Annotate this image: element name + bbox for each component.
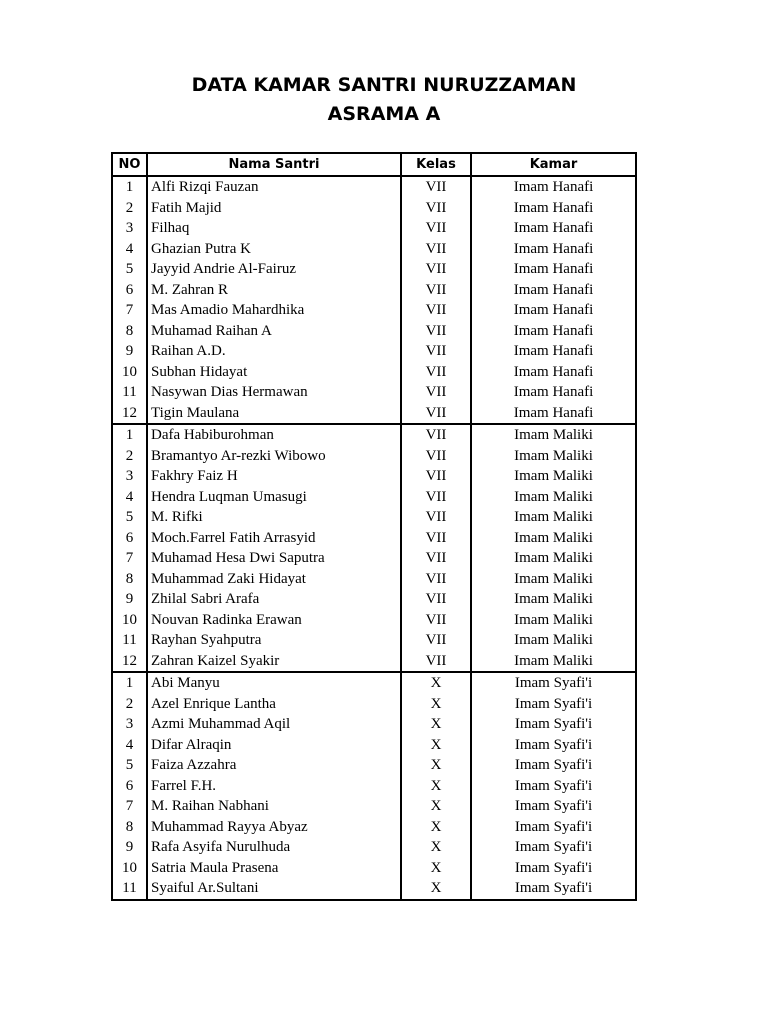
cell-kamar: Imam Maliki (471, 507, 636, 528)
table-row (112, 239, 636, 260)
cell-no: 9 (112, 589, 147, 610)
cell-kamar: Imam Maliki (471, 548, 636, 569)
cell-nama-santri: Muhammad Rayya Abyaz (151, 818, 308, 835)
cell-nama-santri: M. Zahran R (151, 281, 229, 298)
cell-kamar: Imam Maliki (471, 651, 636, 673)
cell-kelas: VII (401, 548, 471, 569)
table-row (112, 694, 636, 715)
cell-nama-santri: Subhan Hidayat (151, 363, 248, 380)
cell-nama-santri: Raihan A.D. (151, 343, 226, 360)
cell-no: 7 (112, 548, 147, 569)
cell-nama-santri: Azmi Muhammad Aqil (151, 716, 291, 733)
cell-kelas: X (401, 694, 471, 715)
cell-kamar: Imam Maliki (471, 466, 636, 487)
table-row (112, 610, 636, 631)
cell-kamar: Imam Syafi'i (471, 672, 636, 694)
cell-kamar: Imam Syafi'i (471, 714, 636, 735)
cell-no: 10 (112, 362, 147, 383)
cell-no: 9 (112, 341, 147, 362)
table-row (112, 198, 636, 219)
cell-nama-santri: Azel Enrique Lantha (151, 695, 276, 712)
cell-no: 1 (112, 424, 147, 446)
cell-kamar: Imam Maliki (471, 446, 636, 467)
cell-kamar: Imam Hanafi (471, 198, 636, 219)
cell-kamar: Imam Syafi'i (471, 776, 636, 797)
header-kamar: Kamar (471, 153, 636, 176)
table-row (112, 651, 636, 673)
cell-kamar: Imam Hanafi (471, 176, 636, 198)
cell-no: 5 (112, 755, 147, 776)
table-body (112, 176, 636, 900)
cell-no: 7 (112, 796, 147, 817)
cell-kelas: VII (401, 176, 471, 198)
table-row (112, 466, 636, 487)
table-row (112, 776, 636, 797)
cell-kamar: Imam Syafi'i (471, 735, 636, 756)
cell-kamar: Imam Syafi'i (471, 694, 636, 715)
cell-kamar: Imam Syafi'i (471, 858, 636, 879)
cell-kamar: Imam Maliki (471, 589, 636, 610)
header-nama-santri: Nama Santri (147, 153, 401, 176)
cell-kelas: X (401, 672, 471, 694)
cell-no: 6 (112, 528, 147, 549)
cell-no: 2 (112, 694, 147, 715)
cell-no: 2 (112, 198, 147, 219)
table-row (112, 714, 636, 735)
cell-no: 10 (112, 858, 147, 879)
cell-kamar: Imam Syafi'i (471, 817, 636, 838)
cell-kelas: VII (401, 382, 471, 403)
cell-nama-santri: Mas Amadio Mahardhika (151, 302, 305, 319)
table-row (112, 735, 636, 756)
cell-kelas: VII (401, 239, 471, 260)
cell-kelas: VII (401, 259, 471, 280)
cell-kelas: VII (401, 487, 471, 508)
cell-nama-santri: Bramantyo Ar-rezki Wibowo (151, 447, 326, 464)
table-row (112, 382, 636, 403)
table-row (112, 176, 636, 198)
cell-no: 4 (112, 487, 147, 508)
table-row (112, 424, 636, 446)
cell-kelas: VII (401, 403, 471, 425)
table-row (112, 817, 636, 838)
cell-kelas: VII (401, 300, 471, 321)
table-row (112, 507, 636, 528)
cell-kamar: Imam Maliki (471, 487, 636, 508)
table-row (112, 280, 636, 301)
cell-kelas: X (401, 858, 471, 879)
cell-kelas: VII (401, 218, 471, 239)
cell-kelas: VII (401, 507, 471, 528)
cell-kelas: X (401, 878, 471, 900)
cell-nama-santri: Jayyid Andrie Al-Fairuz (151, 261, 296, 278)
document-subtitle: ASRAMA A (327, 103, 441, 125)
cell-no: 3 (112, 466, 147, 487)
cell-nama-santri: Syaiful Ar.Sultani (147, 878, 401, 900)
table-row (112, 569, 636, 590)
cell-nama-santri: Nasywan Dias Hermawan (151, 384, 308, 401)
table-row (112, 218, 636, 239)
cell-no: 5 (112, 507, 147, 528)
document-title: DATA KAMAR SANTRI NURUZZAMAN (191, 74, 577, 96)
cell-no: 3 (112, 218, 147, 239)
cell-kelas: VII (401, 321, 471, 342)
santri-table (111, 152, 637, 901)
cell-no: 1 (112, 176, 147, 198)
cell-nama-santri: Muhamad Hesa Dwi Saputra (151, 550, 325, 567)
cell-no: 8 (112, 569, 147, 590)
cell-nama-santri: Difar Alraqin (151, 736, 232, 753)
cell-kamar: Imam Hanafi (471, 280, 636, 301)
cell-kamar: Imam Hanafi (471, 259, 636, 280)
cell-kelas: X (401, 755, 471, 776)
cell-nama-santri: Tigin Maulana (147, 403, 401, 425)
table-row (112, 837, 636, 858)
cell-nama-santri: Fakhry Faiz H (151, 468, 238, 485)
cell-no: 10 (112, 610, 147, 631)
cell-kelas: VII (401, 280, 471, 301)
cell-nama-santri: Farrel F.H. (151, 777, 217, 794)
cell-nama-santri: Rayhan Syahputra (151, 632, 262, 649)
cell-no: 11 (112, 878, 147, 900)
cell-no: 1 (112, 672, 147, 694)
cell-kelas: VII (401, 651, 471, 673)
cell-kelas: X (401, 796, 471, 817)
cell-no: 11 (112, 630, 147, 651)
cell-nama-santri: Muhammad Zaki Hidayat (151, 570, 306, 587)
table-row (112, 796, 636, 817)
cell-kelas: VII (401, 362, 471, 383)
cell-kelas: VII (401, 589, 471, 610)
cell-kelas: VII (401, 569, 471, 590)
cell-no: 8 (112, 321, 147, 342)
table-row (112, 630, 636, 651)
cell-no: 11 (112, 382, 147, 403)
cell-no: 4 (112, 239, 147, 260)
cell-no: 2 (112, 446, 147, 467)
table-row (112, 589, 636, 610)
cell-no: 9 (112, 837, 147, 858)
cell-nama-santri: Nouvan Radinka Erawan (151, 611, 302, 628)
cell-nama-santri: Hendra Luqman Umasugi (151, 488, 307, 505)
cell-kamar: Imam Maliki (471, 424, 636, 446)
cell-kamar: Imam Syafi'i (471, 796, 636, 817)
cell-no: 5 (112, 259, 147, 280)
table-row (112, 300, 636, 321)
cell-kelas: VII (401, 341, 471, 362)
table-row (112, 321, 636, 342)
cell-kelas: VII (401, 446, 471, 467)
cell-kamar: Imam Maliki (471, 610, 636, 631)
cell-nama-santri: Fatih Majid (151, 199, 222, 216)
table-row (112, 403, 636, 425)
cell-nama-santri: Alfi Rizqi Fauzan (151, 179, 259, 196)
cell-kamar: Imam Maliki (471, 630, 636, 651)
table-row (112, 259, 636, 280)
cell-kamar: Imam Hanafi (471, 362, 636, 383)
header-no: NO (112, 153, 147, 176)
cell-nama-santri: Rafa Asyifa Nurulhuda (151, 839, 291, 856)
cell-kelas: X (401, 735, 471, 756)
cell-no: 4 (112, 735, 147, 756)
cell-kelas: X (401, 817, 471, 838)
cell-kelas: VII (401, 528, 471, 549)
cell-no: 6 (112, 280, 147, 301)
cell-no: 7 (112, 300, 147, 321)
cell-kamar: Imam Hanafi (471, 321, 636, 342)
cell-nama-santri: M. Raihan Nabhani (151, 798, 269, 815)
cell-kelas: VII (401, 466, 471, 487)
cell-kelas: X (401, 714, 471, 735)
table-row (112, 341, 636, 362)
header-kelas: Kelas (401, 153, 471, 176)
cell-nama-santri: Abi Manyu (151, 675, 220, 692)
cell-nama-santri: Muhamad Raihan A (151, 322, 272, 339)
cell-kamar: Imam Hanafi (471, 218, 636, 239)
cell-kamar: Imam Maliki (471, 528, 636, 549)
table-row (112, 362, 636, 383)
cell-kamar: Imam Hanafi (471, 341, 636, 362)
cell-nama-santri: Moch.Farrel Fatih Arrasyid (151, 529, 316, 546)
cell-kamar: Imam Syafi'i (471, 878, 636, 900)
cell-kelas: VII (401, 610, 471, 631)
cell-no: 6 (112, 776, 147, 797)
table-row (112, 755, 636, 776)
cell-kelas: VII (401, 424, 471, 446)
cell-nama-santri: Dafa Habiburohman (151, 427, 274, 444)
cell-kamar: Imam Hanafi (471, 382, 636, 403)
table-row (112, 672, 636, 694)
table-row (112, 858, 636, 879)
cell-no: 3 (112, 714, 147, 735)
cell-nama-santri: Ghazian Putra K (151, 240, 251, 257)
table-row (112, 446, 636, 467)
cell-kamar: Imam Hanafi (471, 300, 636, 321)
cell-no: 8 (112, 817, 147, 838)
cell-kamar: Imam Hanafi (471, 239, 636, 260)
cell-kelas: VII (401, 198, 471, 219)
table-header-row (112, 153, 636, 176)
cell-nama-santri: Zhilal Sabri Arafa (151, 591, 260, 608)
cell-nama-santri: Zahran Kaizel Syakir (147, 651, 401, 673)
cell-nama-santri: Filhaq (151, 220, 190, 237)
cell-kelas: X (401, 837, 471, 858)
cell-kamar: Imam Syafi'i (471, 755, 636, 776)
cell-no: 12 (112, 651, 147, 673)
cell-kamar: Imam Maliki (471, 569, 636, 590)
table-row (112, 487, 636, 508)
table-row (112, 528, 636, 549)
cell-nama-santri: Faiza Azzahra (151, 757, 237, 774)
cell-kelas: X (401, 776, 471, 797)
table-row (112, 878, 636, 900)
cell-no: 12 (112, 403, 147, 425)
cell-nama-santri: Satria Maula Prasena (151, 859, 279, 876)
cell-kelas: VII (401, 630, 471, 651)
cell-nama-santri: M. Rifki (151, 509, 203, 526)
cell-kamar: Imam Syafi'i (471, 837, 636, 858)
cell-kamar: Imam Hanafi (471, 403, 636, 425)
table-row (112, 548, 636, 569)
